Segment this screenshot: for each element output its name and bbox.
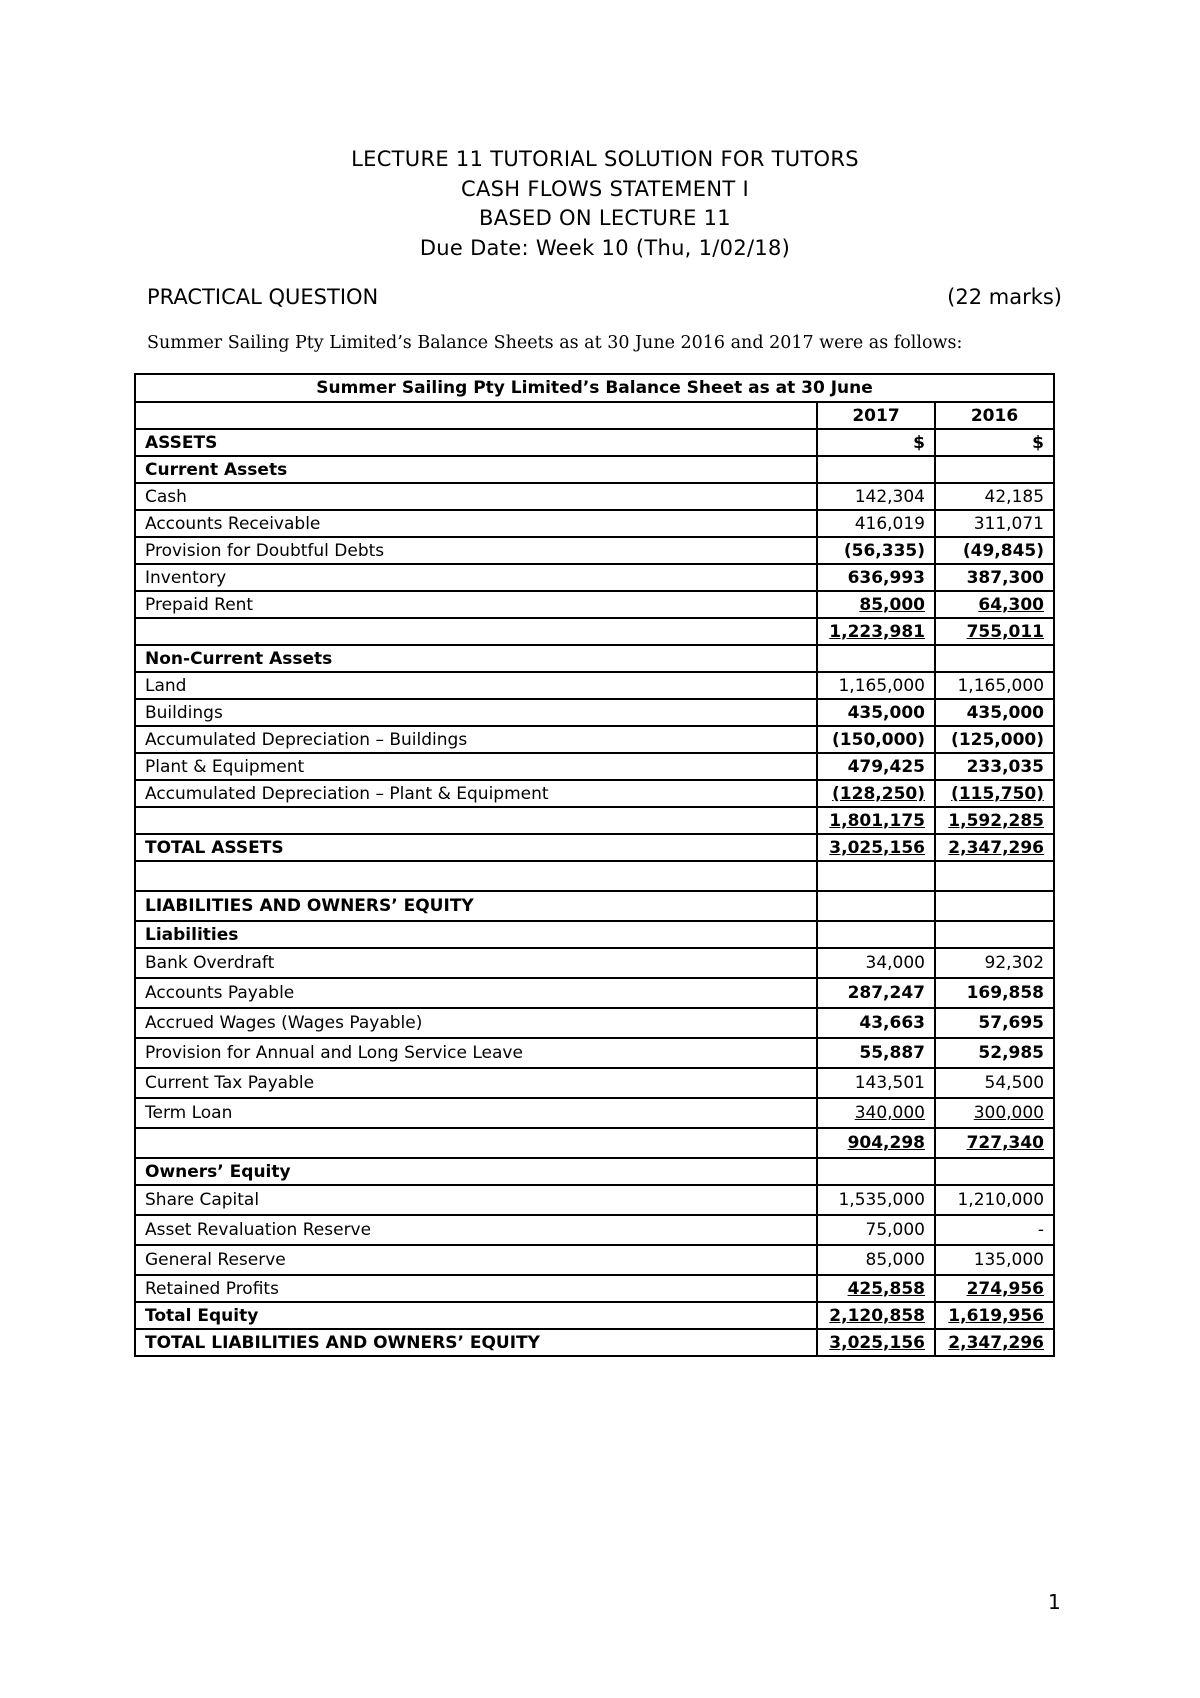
table-title-row [135,374,1054,402]
table-row: Provision for Doubtful Debts (56,335) (49,845) [135,537,1054,564]
liabilities-label: Liabilities [135,921,817,948]
liabilities-total-row [135,1128,1054,1158]
assets-heading-row [135,429,1054,456]
table-row: Current Tax Payable 143,501 54,500 [135,1068,1054,1098]
liab-equity-heading-row [135,891,1054,921]
currency-2016: $ [935,429,1054,456]
assets-label: ASSETS [135,429,817,456]
year-2016-header: 2016 [935,402,1054,429]
total-liab-equity-label: TOTAL LIABILITIES AND OWNERS’ EQUITY [135,1329,817,1356]
liabilities-total-2017: 904,298 [847,1133,925,1153]
total-liab-equity-2016: 2,347,296 [948,1332,1045,1353]
table-row: Plant & Equipment 479,425 233,035 [135,753,1054,780]
table-row: Inventory 636,993 387,300 [135,564,1054,591]
header-line-1: LECTURE 11 TUTORIAL SOLUTION FOR TUTORS [351,147,859,171]
due-date: Due Date: Week 10 (Thu, 1/02/18) [419,235,791,260]
liab-equity-label: LIABILITIES AND OWNERS’ EQUITY [135,891,817,921]
noncurrent-assets-total-2016: 1,592,285 [948,810,1045,831]
balance-sheet-table [134,373,1055,1357]
total-assets-2017: 3,025,156 [829,837,925,858]
page-number: 1 [1048,1590,1061,1614]
question-marks: (22 marks) [947,285,1062,309]
table-row: Accounts Payable 287,247 169,858 [135,978,1054,1008]
total-equity-2017: 2,120,858 [829,1305,925,1326]
table-row: Asset Revaluation Reserve 75,000 - [135,1215,1054,1245]
noncurrent-assets-total-2017: 1,801,175 [829,810,925,831]
table-row: Accrued Wages (Wages Payable) 43,663 57,695 [135,1008,1054,1038]
table-row: Accounts Receivable 416,019 311,071 [135,510,1054,537]
spacer-row [135,861,1054,891]
current-assets-total-row [135,618,1054,645]
noncurrent-assets-heading-row [135,645,1054,672]
table-row: Prepaid Rent 85,000 64,300 [135,591,1054,618]
year-2017-header: 2017 [817,402,935,429]
total-equity-2016: 1,619,956 [948,1305,1045,1326]
document-header [0,145,1200,263]
currency-2017: $ [817,429,935,456]
total-liab-equity-2017: 3,025,156 [829,1332,925,1353]
equity-heading-row [135,1158,1054,1185]
total-assets-row [135,834,1054,861]
table-row: Provision for Annual and Long Service Leave 55,887 52,985 [135,1038,1054,1068]
table-row: General Reserve 85,000 135,000 [135,1245,1054,1275]
current-assets-heading-row [135,456,1054,483]
total-assets-label: TOTAL ASSETS [135,834,817,861]
table-row: Term Loan 340,000 300,000 [135,1098,1054,1128]
current-assets-total-2017: 1,223,981 [829,621,925,642]
year-header-row [135,402,1054,429]
table-row: Accumulated Depreciation – Plant & Equipment (128,250) (115,750) [135,780,1054,807]
noncurrent-assets-total-row [135,807,1054,834]
question-intro: Summer Sailing Pty Limited’s Balance Sheets as at 30 June 2016 and 2017 were as follows: [147,333,963,353]
table-row: Retained Profits 425,858 274,956 [135,1275,1054,1302]
table-row: Buildings 435,000 435,000 [135,699,1054,726]
liabilities-heading-row [135,921,1054,948]
liabilities-total-2016: 727,340 [966,1133,1045,1153]
total-liab-equity-row [135,1329,1054,1356]
total-assets-2016: 2,347,296 [948,837,1045,858]
total-equity-row [135,1302,1054,1329]
noncurrent-assets-label: Non-Current Assets [135,645,817,672]
table-row: Bank Overdraft 34,000 92,302 [135,948,1054,978]
total-equity-label: Total Equity [135,1302,817,1329]
table-row: Land 1,165,000 1,165,000 [135,672,1054,699]
question-title: PRACTICAL QUESTION [147,285,379,309]
equity-label: Owners’ Equity [135,1158,817,1185]
table-row: Cash 142,304 42,185 [135,483,1054,510]
header-line-3: BASED ON LECTURE 11 [479,206,731,230]
table-title: Summer Sailing Pty Limited’s Balance Sheet as at 30 June [135,374,1054,402]
current-assets-label: Current Assets [135,456,817,483]
table-row: Share Capital 1,535,000 1,210,000 [135,1185,1054,1215]
table-row: Accumulated Depreciation – Buildings (150,000) (125,000) [135,726,1054,753]
current-assets-total-2016: 755,011 [966,621,1045,642]
header-line-2: CASH FLOWS STATEMENT I [461,176,749,201]
